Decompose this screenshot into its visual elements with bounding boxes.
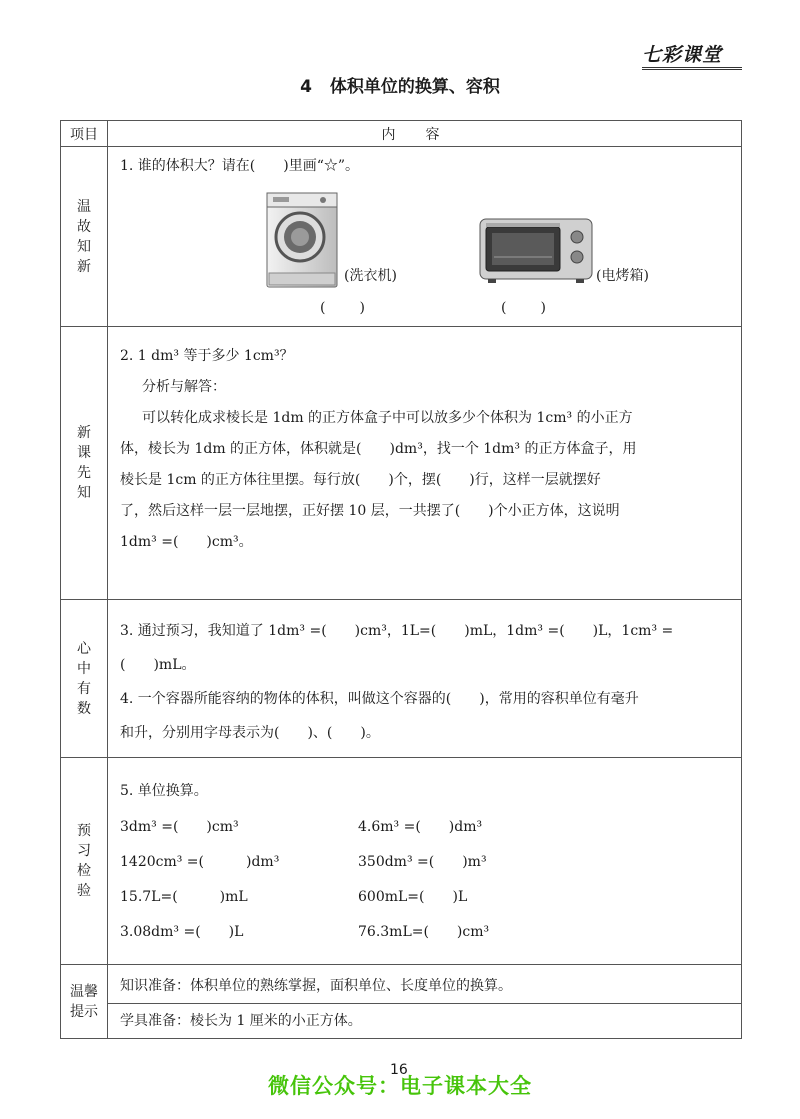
- worksheet-table: [60, 120, 742, 1039]
- header-content: 内容: [108, 121, 742, 147]
- question-2-line: 分析与解答：: [142, 379, 226, 395]
- footer-watermark: 微信公众号：电子课本大全: [268, 1074, 532, 1098]
- question-1: [108, 147, 742, 327]
- conversion-item: 350dm³ =( )m³: [358, 854, 487, 870]
- section-label-tips: 温馨提示: [70, 983, 98, 1020]
- answer-blank-washer[interactable]: ( ): [320, 300, 367, 316]
- brand-logo: [642, 40, 742, 70]
- header-project: 项目: [61, 121, 108, 147]
- question-2-line: 了，然后这样一层一层地摆，正好摆 10 层，一共摆了( )个小正方体，这说明: [120, 503, 620, 519]
- question-5: [108, 758, 742, 965]
- section-label-review: 温故知新: [77, 198, 91, 275]
- conversion-item: 76.3mL=( )cm³: [358, 924, 490, 940]
- question-2-line: 2. 1 dm³ 等于多少 1cm³？: [120, 348, 294, 364]
- conversion-item: 600mL=( )L: [358, 889, 468, 905]
- question-3-line: 3. 通过预习，我知道了 1dm³ =( )cm³，1L=( )mL，1dm³ =( )L，1cm³ =: [120, 623, 674, 639]
- lesson-number: 4: [300, 77, 312, 97]
- logo-text: 七彩课堂: [642, 44, 723, 66]
- question-1-text: 1. 谁的体积大？请在( )里画“☆”。: [120, 158, 360, 174]
- section-tips: [61, 965, 742, 1039]
- tip-tools: 学具准备：棱长为 1 厘米的小正方体。: [108, 1003, 741, 1038]
- question-4-line: 和升，分别用字母表示为( )、( )。: [120, 725, 380, 741]
- section-check: [61, 758, 742, 965]
- conversion-grid: [120, 810, 731, 950]
- lesson-title: 体积单位的换算、容积: [329, 77, 500, 97]
- washing-machine-icon: [263, 191, 343, 291]
- page-number: 16: [390, 1062, 408, 1078]
- question-2-line: 1dm³ =( )cm³。: [120, 534, 253, 550]
- answer-blank-oven[interactable]: ( ): [501, 300, 548, 316]
- washing-machine-caption: (洗衣机): [344, 268, 397, 284]
- oven-caption: (电烤箱): [596, 268, 649, 284]
- section-know: [61, 600, 742, 758]
- section-preview: [61, 327, 742, 600]
- question-4-line: 4. 一个容器所能容纳的物体的体积，叫做这个容器的( )，常用的容积单位有毫升: [120, 691, 639, 707]
- conversion-item: 4.6m³ =( )dm³: [358, 819, 483, 835]
- tip-knowledge: 知识准备：体积单位的熟练掌握，面积单位、长度单位的换算。: [120, 978, 512, 994]
- toaster-oven-icon: [478, 215, 594, 285]
- question-2-line: 棱长是 1cm 的正方体往里摆。每行放( )个，摆( )行，这样一层就摆好: [120, 472, 601, 488]
- question-3-line: ( )mL。: [120, 657, 196, 673]
- question-2: [108, 327, 742, 600]
- conversion-item: 15.7L=( )mL: [120, 889, 248, 905]
- conversion-item: 3.08dm³ =( )L: [120, 924, 244, 940]
- section-review: [61, 147, 742, 327]
- section-label-preview: 新课先知: [77, 425, 91, 501]
- section-label-know: 心中有数: [77, 640, 91, 717]
- section-label-check: 预习检验: [77, 823, 91, 899]
- question-5-title: 5. 单位换算。: [120, 783, 208, 799]
- page-title: [0, 72, 800, 97]
- table-header-row: [61, 121, 742, 147]
- questions-3-4: [108, 600, 742, 758]
- conversion-item: 3dm³ =( )cm³: [120, 819, 239, 835]
- question-2-line: 可以转化成求棱长是 1dm 的正方体盒子中可以放多少个体积为 1cm³ 的小正方: [142, 410, 633, 426]
- question-2-line: 体，棱长为 1dm 的正方体，体积就是( )dm³，找一个 1dm³ 的正方体盒子，用: [120, 441, 637, 457]
- tips-content: [108, 965, 742, 1039]
- conversion-item: 1420cm³ =( )dm³: [120, 854, 280, 870]
